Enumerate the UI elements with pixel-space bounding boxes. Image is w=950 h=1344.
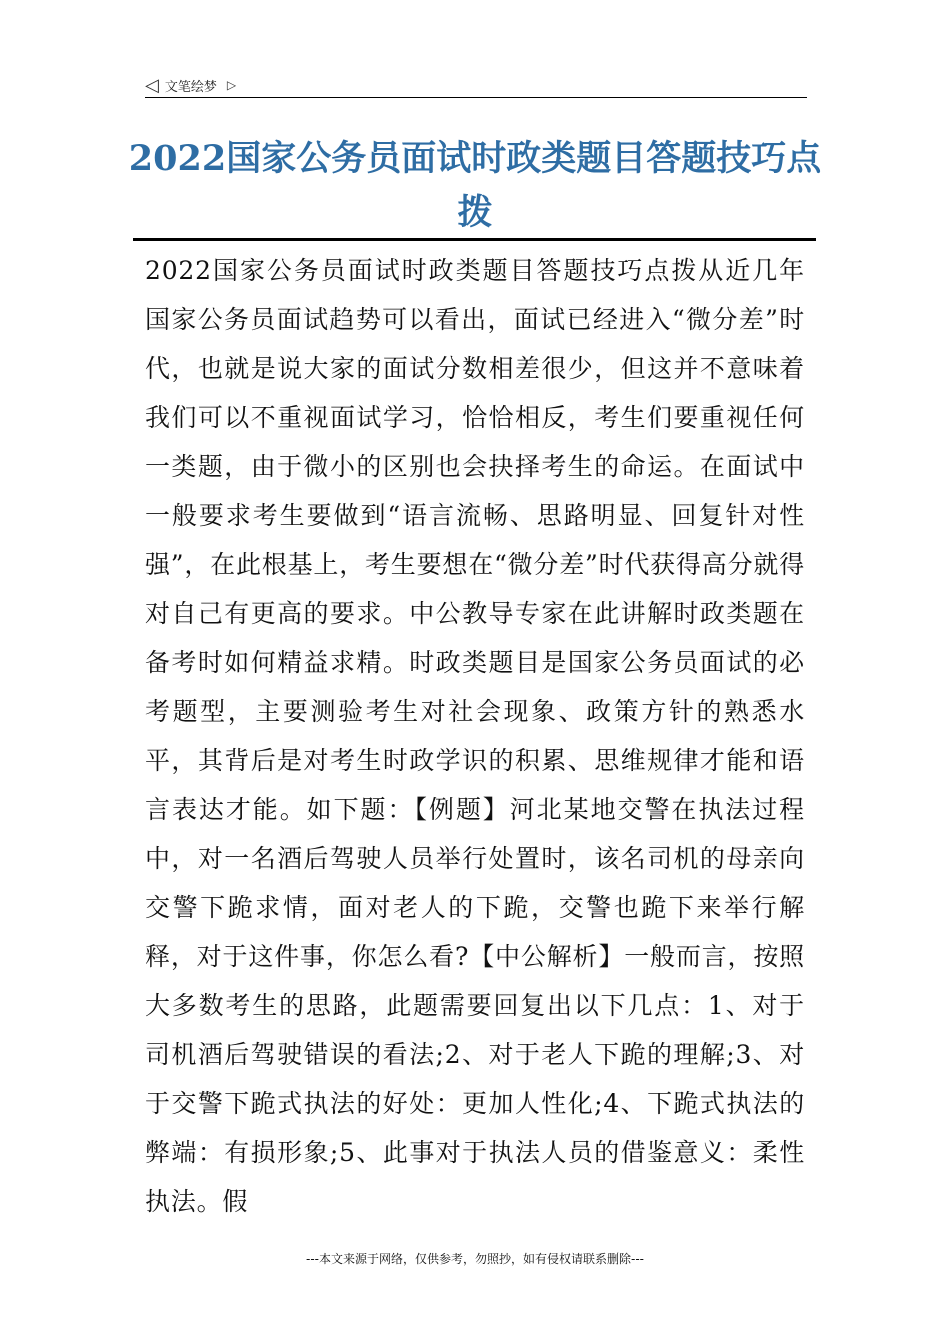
header-divider: [145, 97, 807, 98]
brand-label: 文笔绘梦: [164, 79, 217, 95]
document-title: 2022国家公务员面试时政类题目答题技巧点拨: [128, 138, 822, 233]
footer-disclaimer: ---本文来源于网络，仅供参考，勿照抄，如有侵权请联系删除---: [306, 1252, 644, 1266]
left-triangle-icon: ◁: [145, 74, 159, 96]
body-paragraph: 2022国家公务员面试时政类题目答题技巧点拨从近几年国家公务员面试趋势可以看出，面试已经进入“微分差”时代，也就是说大家的面试分数相差很少，但这并不意味着我们可以不重视面试学习，恰恰相反，考生们要重视任何一类题，由于微小的区别也会抉择考生的命运。在面试中一般要求考生要做到“语言流畅、思路明显、回复针对性强”，在此根基上，考生要想在“微分差”时代获得高分就得对自己有更高的要求。中公教导专家在此讲解时政类题在备考时如何精益求精。时政类题目是国家公务员面试的必考题型，主要测验考生对社会现象、政策方针的熟悉水平，其背后是对考生时政学识的积累、思维规律才能和语言表达才能。如下题：【例题】河北某地交警在执法过程中，对一名酒后驾驶人员举行处置时，该名司机的母亲向交警下跪求情，面对老人的下跪，交警也跪下来举行解释，对于这件事，你怎么看?【中公解析】一般而言，按照大多数考生的思路，此题需要回复出以下几点：1、对于司机酒后驾驶错误的看法;2、对于老人下跪的理解;3、对于交警下跪式执法的好处：更加人性化;4、下跪式执法的弊端：有损形象;5、此事对于执法人员的借鉴意义：柔性执法。假: [145, 256, 805, 1216]
title-divider: [133, 238, 816, 241]
right-triangle-icon: ▷: [226, 78, 237, 92]
page-header: [145, 70, 236, 100]
